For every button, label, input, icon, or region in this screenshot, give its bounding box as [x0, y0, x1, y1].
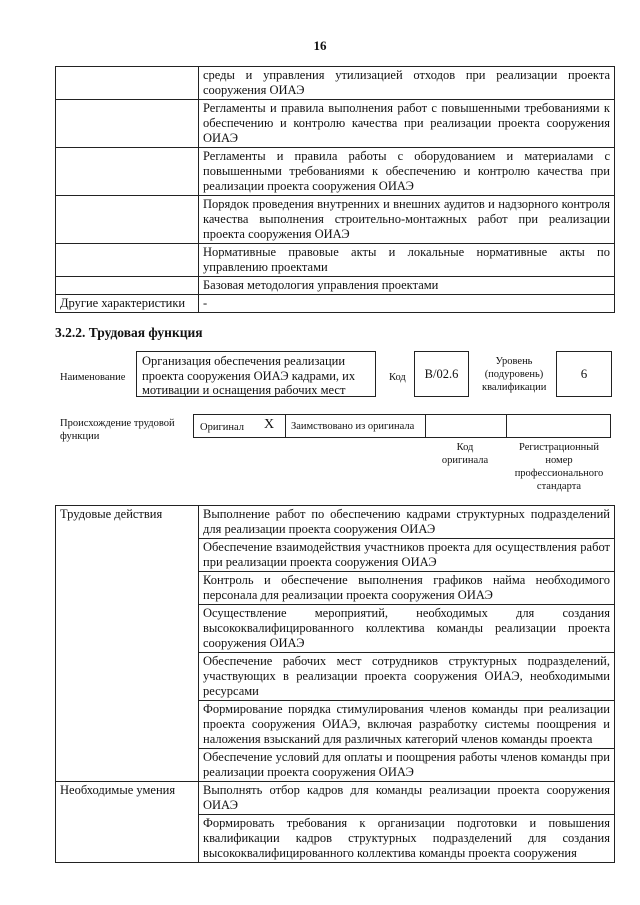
function-code: B/02.6 [414, 351, 469, 397]
level-label: Уровень (подуровень) квалификации [482, 356, 547, 393]
left-cell [56, 148, 199, 196]
right-cell: Регламенты и правила выполнения работ с повышенными требованиями к обеспечению и контролю качества при реализации проекта сооружения ОИАЭ [199, 100, 615, 148]
action-cell: Обеспечение условий для оплаты и поощрения работы членов команды при реализации проекта сооружения ОИАЭ [199, 749, 615, 782]
section-title: 3.2.2. Трудовая функция [55, 325, 203, 340]
left-cell [56, 100, 199, 148]
skills-label: Необходимые умения [56, 782, 199, 863]
divider [285, 414, 286, 438]
skill-cell: Формировать требования к организации подготовки и повышения квалификации кадров структурных подразделений для создания высококвалифицированного коллектива команды проекта сооружения [199, 815, 615, 863]
divider [425, 414, 426, 438]
table-row [56, 782, 615, 815]
right-cell: Порядок проведения внутренних и внешних аудитов и надзорного контроля качества выполнения строительно-монтажных работ при реализации проекта сооружения ОИАЭ [199, 196, 615, 244]
action-cell: Обеспечение взаимодействия участников проекта для осуществления работ при реализации проекта сооружения ОИАЭ [199, 539, 615, 572]
page-number: 16 [313, 38, 327, 53]
function-name: Организация обеспечения реализации проекта сооружения ОИАЭ кадрами, их мотивации и оснащения рабочих мест [136, 351, 376, 397]
right-cell: Базовая методология управления проектами [199, 277, 615, 295]
borrowed-label: Заимствовано из оригинала [291, 421, 415, 432]
left-cell [56, 67, 199, 100]
level-value: 6 [556, 351, 612, 397]
code-caption: Код оригинала [441, 442, 489, 466]
labor-actions-table [55, 505, 615, 863]
divider [506, 414, 507, 438]
action-cell: Контроль и обеспечение выполнения графиков найма необходимого персонала для реализации проекта сооружения ОИАЭ [199, 572, 615, 605]
right-cell: Нормативные правовые акты и локальные нормативные акты по управлению проектами [199, 244, 615, 277]
origin-label: Происхождение трудовой функции [60, 418, 175, 442]
table-row [56, 244, 615, 277]
original-label: Оригинал [200, 422, 244, 433]
right-cell: среды и управления утилизацией отходов при реализации проекта сооружения ОИАЭ [199, 67, 615, 100]
right-cell: Регламенты и правила работы с оборудованием и материалами с повышенными требованиями к обеспечению и контролю качества при реализации проекта сооружения ОИАЭ [199, 148, 615, 196]
skill-cell: Выполнять отбор кадров для команды реализации проекта сооружения ОИАЭ [199, 782, 615, 815]
action-cell: Осуществление мероприятий, необходимых для создания высококвалифицированного коллектива команды реализации проекта сооружения ОИАЭ [199, 605, 615, 653]
left-cell [56, 244, 199, 277]
table-row [56, 67, 615, 100]
table-row [56, 100, 615, 148]
table-row [56, 196, 615, 244]
action-cell: Обеспечение рабочих мест сотрудников структурных подразделений, участвующих в реализации проекта сооружения ОИАЭ, необходимыми ресурсами [199, 653, 615, 701]
knowledge-table [55, 66, 615, 313]
registration-caption: Регистрационный номер профессионального стандарта [514, 442, 604, 492]
other-characteristics-label: Другие характеристики [56, 295, 199, 313]
original-mark: X [264, 417, 275, 432]
other-characteristics-value: - [199, 295, 615, 313]
left-cell [56, 277, 199, 295]
actions-label: Трудовые действия [56, 506, 199, 782]
origin-box [193, 414, 611, 438]
table-row [56, 295, 615, 313]
left-cell [56, 196, 199, 244]
table-row [56, 148, 615, 196]
table-row [56, 277, 615, 295]
action-cell: Формирование порядка стимулирования членов команды при реализации проекта сооружения ОИАЭ, включая разработку системы поощрения и наложения взысканий для различных категорий членов команды проекта [199, 701, 615, 749]
code-label: Код [389, 372, 406, 383]
table-row [56, 506, 615, 539]
name-label: Наименование [60, 372, 126, 383]
action-cell: Выполнение работ по обеспечению кадрами структурных подразделений для реализации проекта сооружения ОИАЭ [199, 506, 615, 539]
